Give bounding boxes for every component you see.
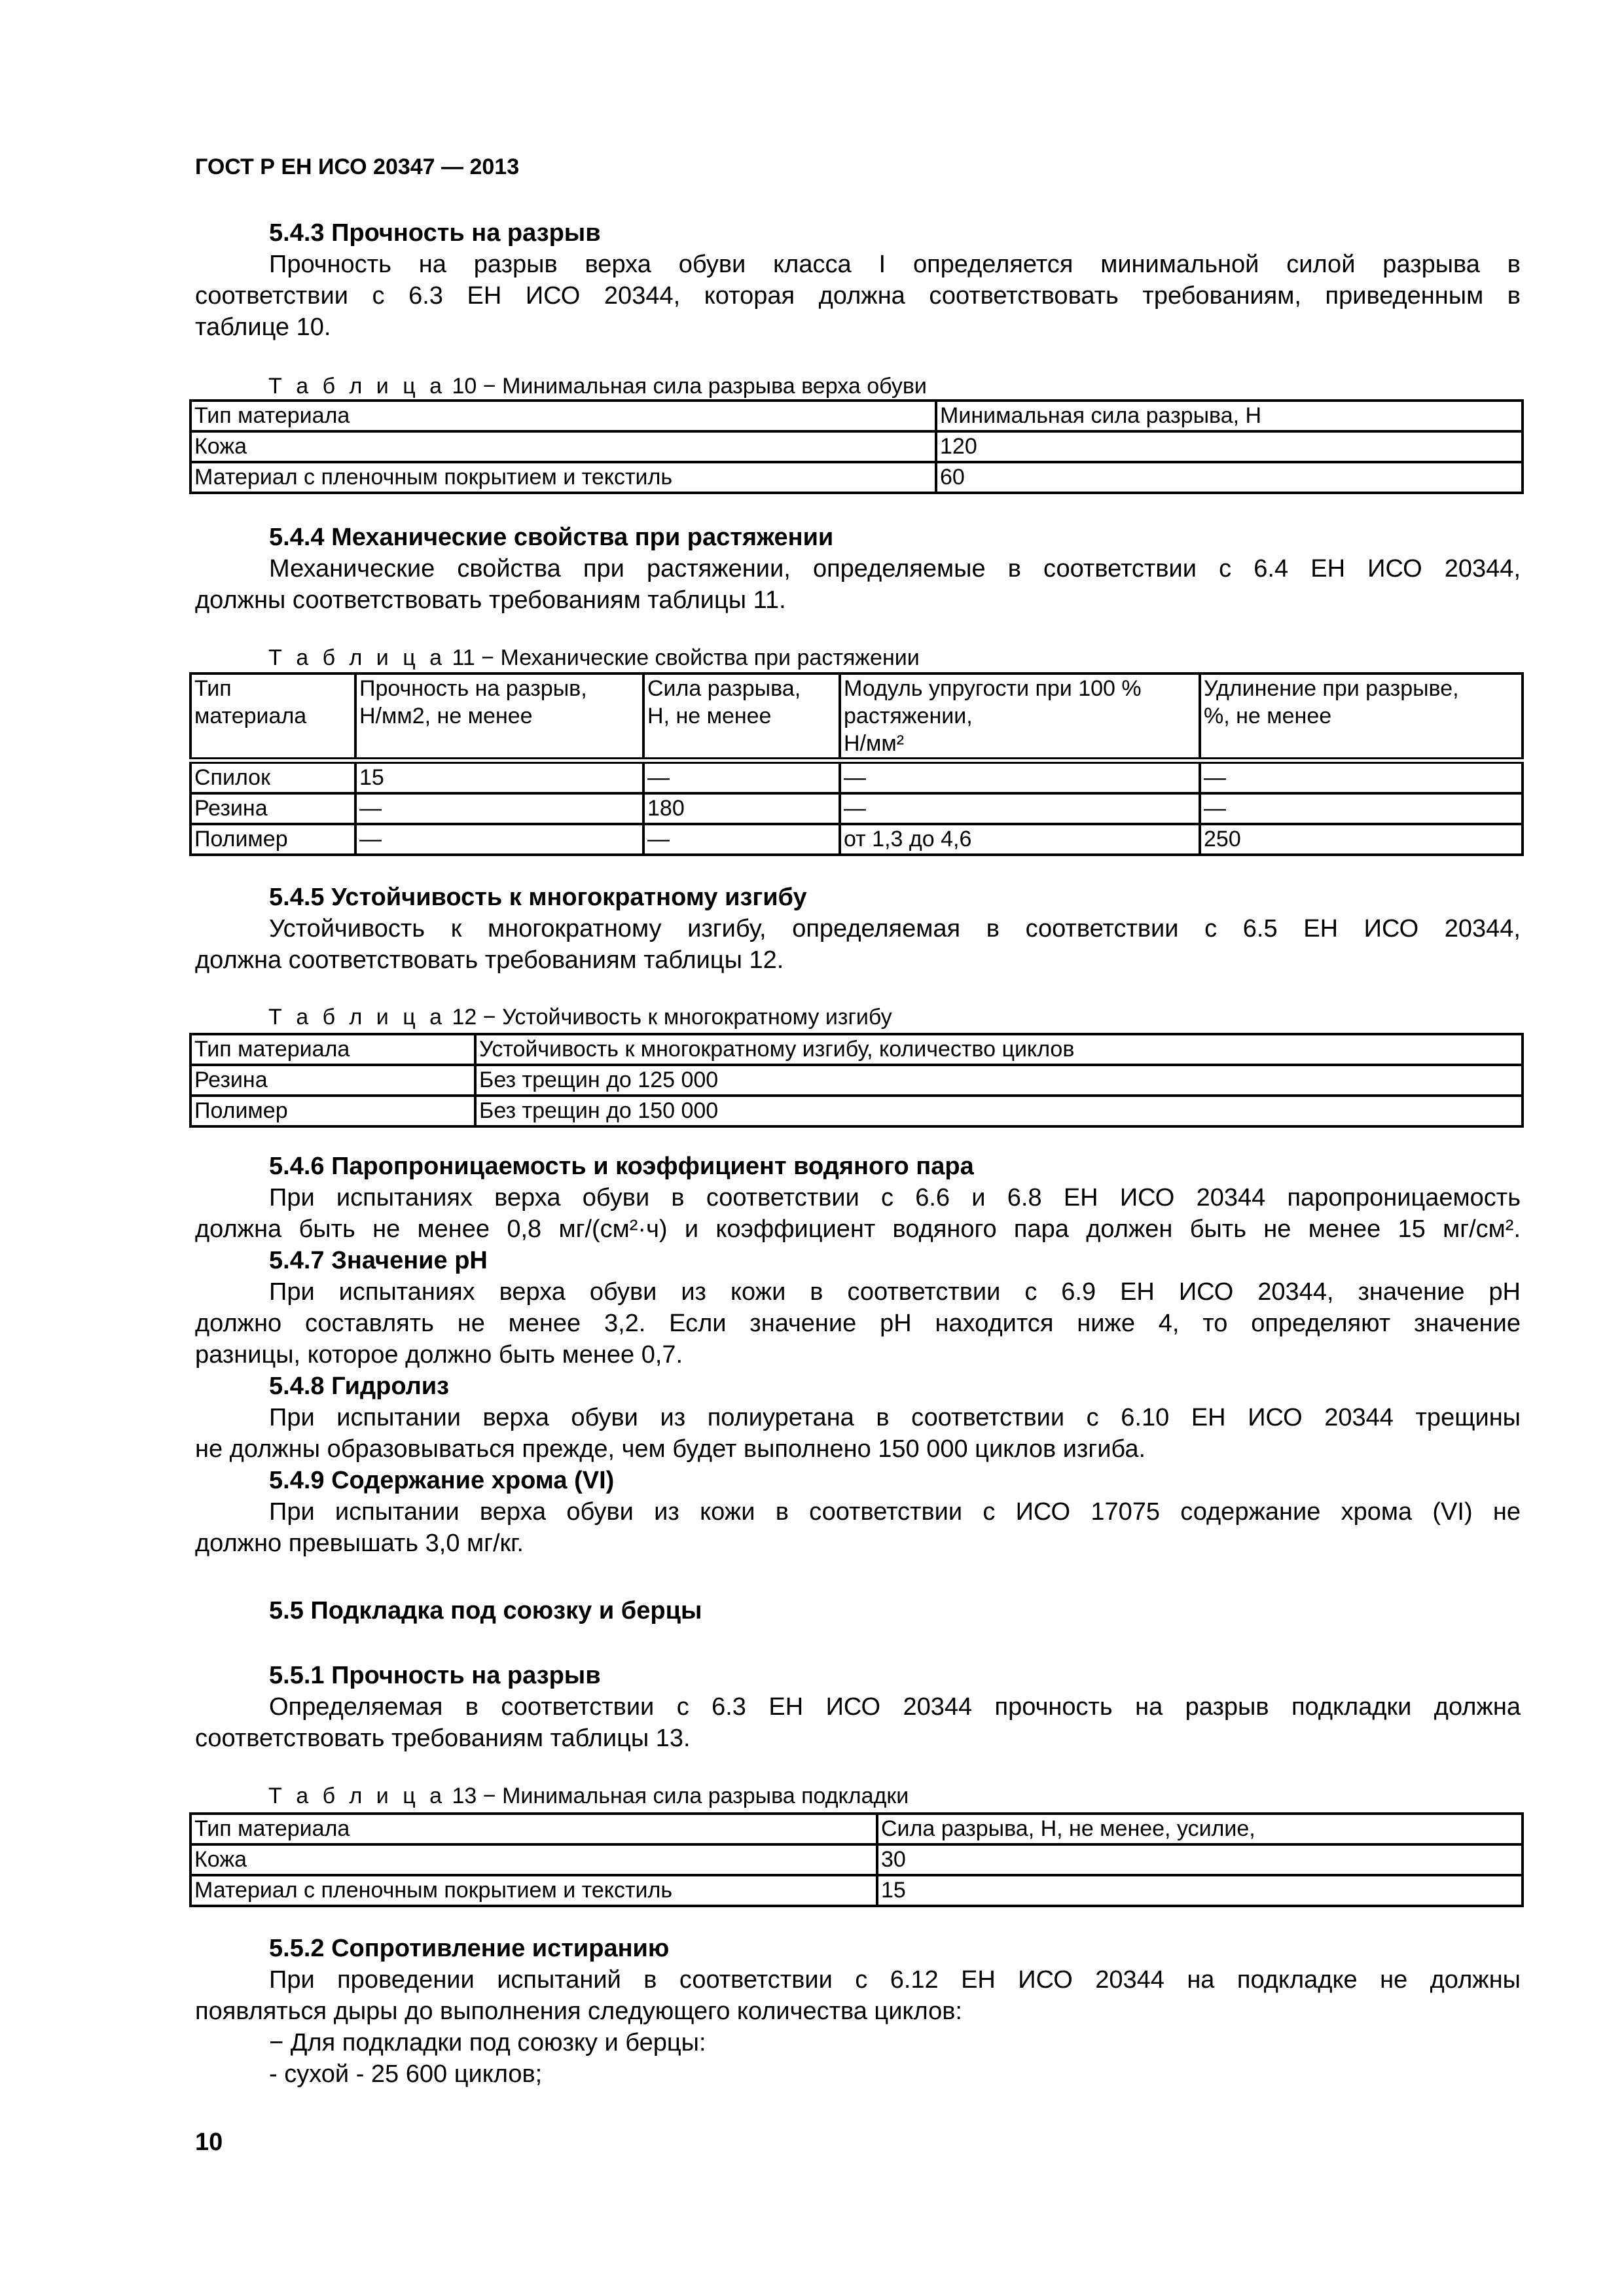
paragraph-line: При испытании верха обуви из полиуретана в соответствии с 6.10 ЕН ИСО 20344 трещины <box>269 1404 1521 1431</box>
header-cell: Модуль упругости при 100 % растяжении, Н/мм² <box>840 673 1200 761</box>
header-cell: Тип материала <box>190 1034 475 1065</box>
table-12 <box>189 1033 1524 1128</box>
table-13 <box>189 1812 1524 1907</box>
table-cell: 250 <box>1200 824 1523 855</box>
table-cell: 120 <box>936 431 1523 462</box>
table-cell: — <box>840 793 1200 824</box>
paragraph-line: соответствии с 6.3 ЕН ИСО 20344, которая должна соответствовать требованиям, приведенным в <box>195 282 1521 310</box>
table-caption-text: 11 − Механические свойства при растяжении <box>452 645 920 670</box>
paragraph-line: При проведении испытаний в соответствии с 6.12 ЕН ИСО 20344 на подкладке не должны <box>269 1966 1521 1994</box>
list-item: − Для подкладки под союзку и берцы: <box>269 2029 706 2056</box>
header-cell: Сила разрыва, Н, не менее, усилие, <box>877 1814 1523 1844</box>
table-10 <box>189 399 1524 494</box>
section-heading: 5.4.5 Устойчивость к многократному изгибу <box>269 884 807 911</box>
header-cell: Прочность на разрыв, Н/мм2, не менее <box>355 673 643 761</box>
table-cell: — <box>355 793 643 824</box>
table-label: Т а б л и ц а <box>268 1784 446 1808</box>
paragraph-line: При испытаниях верха обуви в соответствии с 6.6 и 6.8 ЕН ИСО 20344 паропроницаемость <box>269 1184 1521 1211</box>
header-cell: Устойчивость к многократному изгибу, количество циклов <box>475 1034 1523 1065</box>
table-header-row <box>190 1034 1523 1065</box>
table-row <box>190 1065 1523 1096</box>
paragraph-line: При испытаниях верха обуви из кожи в соответствии с 6.9 ЕН ИСО 20344, значение pH <box>269 1278 1521 1306</box>
section-heading: 5.4.3 Прочность на разрыв <box>269 219 601 247</box>
section-heading: 5.4.4 Механические свойства при растяжении <box>269 524 834 551</box>
table-label: Т а б л и ц а <box>268 645 446 670</box>
table-cell: Материал с пленочным покрытием и текстиль <box>190 1875 877 1906</box>
section-5-5-1 <box>195 1660 1521 1754</box>
section-5-4-6 <box>195 1151 1521 1559</box>
paragraph-line: должны соответствовать требованиям таблицы 11. <box>195 586 786 614</box>
table-cell: — <box>1200 761 1523 793</box>
section-heading: 5.5 Подкладка под союзку и берцы <box>269 1597 702 1624</box>
section-heading: 5.5.2 Сопротивление истиранию <box>269 1935 670 1962</box>
table-caption-text: 12 − Устойчивость к многократному изгибу <box>452 1005 892 1030</box>
section-heading: 5.4.6 Паропроницаемость и коэффициент водяного пара <box>269 1153 974 1180</box>
paragraph-line: Устойчивость к многократному изгибу, определяемая в соответствии с 6.5 ЕН ИСО 20344, <box>269 915 1521 942</box>
document-header: ГОСТ Р ЕН ИСО 20347 — 2013 <box>195 154 520 179</box>
paragraph-line: не должны образовываться прежде, чем будет выполнено 150 000 циклов изгиба. <box>195 1435 1146 1463</box>
paragraph-line: При испытании верха обуви из кожи в соответствии с ИСО 17075 содержание хрома (VI) не <box>269 1498 1521 1526</box>
table-cell: Резина <box>190 1065 475 1096</box>
section-5-4-5 <box>195 882 1521 976</box>
header-cell: Тип материала <box>190 401 936 431</box>
table-11 <box>189 672 1524 856</box>
table-label: Т а б л и ц а <box>268 374 446 399</box>
table-cell: Спилок <box>190 761 355 793</box>
table-13-caption <box>268 1783 909 1809</box>
table-caption-text: 13 − Минимальная сила разрыва подкладки <box>452 1784 909 1808</box>
table-12-caption <box>268 1004 892 1030</box>
header-cell: Удлинение при разрыве, %, не менее <box>1200 673 1523 761</box>
table-header-row <box>190 673 1523 761</box>
table-header-row <box>190 1814 1523 1844</box>
paragraph-line: должно составлять не менее 3,2. Если значение pH находится ниже 4, то определяют значение <box>195 1310 1521 1337</box>
table-row <box>190 1844 1523 1875</box>
table-row <box>190 1096 1523 1126</box>
table-cell: — <box>643 824 840 855</box>
paragraph-line: должна быть не менее 0,8 мг/(см²·ч) и коэффициент водяного пара должен быть не менее 15 мг/см². <box>195 1215 1521 1243</box>
paragraph-line: таблице 10. <box>195 314 331 341</box>
header-cell: Сила разрыва, Н, не менее <box>643 673 840 761</box>
section-5-5 <box>195 1595 1521 1626</box>
paragraph-line: Прочность на разрыв верха обуви класса I определяется минимальной силой разрыва в <box>269 251 1521 278</box>
table-row <box>190 1875 1523 1906</box>
table-header-row <box>190 401 1523 431</box>
paragraph-line: должна соответствовать требованиям таблицы 12. <box>195 946 784 974</box>
table-cell: 30 <box>877 1844 1523 1875</box>
table-cell: от 1,3 до 4,6 <box>840 824 1200 855</box>
paragraph-line: соответствовать требованиям таблицы 13. <box>195 1725 691 1752</box>
list-item: - сухой - 25 600 циклов; <box>269 2060 543 2088</box>
table-label: Т а б л и ц а <box>268 1005 446 1030</box>
section-5-4-4 <box>195 522 1521 616</box>
table-cell: Полимер <box>190 1096 475 1126</box>
table-cell: Кожа <box>190 431 936 462</box>
page-number: 10 <box>195 2128 223 2156</box>
table-row <box>190 462 1523 493</box>
table-cell: Материал с пленочным покрытием и текстиль <box>190 462 936 493</box>
header-cell: Минимальная сила разрыва, Н <box>936 401 1523 431</box>
table-11-caption <box>268 645 920 671</box>
table-cell: Кожа <box>190 1844 877 1875</box>
table-cell: — <box>355 824 643 855</box>
table-cell: — <box>643 761 840 793</box>
table-cell: Полимер <box>190 824 355 855</box>
paragraph-line: разницы, которое должно быть менее 0,7. <box>195 1341 683 1369</box>
section-heading: 5.4.9 Содержание хрома (VI) <box>269 1467 615 1494</box>
table-cell: 60 <box>936 462 1523 493</box>
section-heading: 5.5.1 Прочность на разрыв <box>269 1662 601 1689</box>
paragraph-line: появляться дыры до выполнения следующего количества циклов: <box>195 1998 962 2025</box>
header-cell: Тип материала <box>190 673 355 761</box>
table-cell: Без трещин до 150 000 <box>475 1096 1523 1126</box>
table-cell: Резина <box>190 793 355 824</box>
table-cell: 180 <box>643 793 840 824</box>
table-cell: — <box>840 761 1200 793</box>
table-row <box>190 761 1523 793</box>
table-row <box>190 431 1523 462</box>
table-cell: Без трещин до 125 000 <box>475 1065 1523 1096</box>
table-caption-text: 10 − Минимальная сила разрыва верха обуви <box>452 374 927 399</box>
section-heading: 5.4.8 Гидролиз <box>269 1372 450 1400</box>
section-heading: 5.4.7 Значение pH <box>269 1247 488 1274</box>
paragraph-line: Механические свойства при растяжении, определяемые в соответствии с 6.4 ЕН ИСО 20344, <box>269 555 1521 583</box>
paragraph-line: Определяемая в соответствии с 6.3 ЕН ИСО 20344 прочность на разрыв подкладки должна <box>269 1693 1521 1721</box>
section-5-5-2 <box>195 1933 1521 2090</box>
table-row <box>190 824 1523 855</box>
header-cell: Тип материала <box>190 1814 877 1844</box>
table-cell: — <box>1200 793 1523 824</box>
paragraph-line: должно превышать 3,0 мг/кг. <box>195 1530 524 1557</box>
table-cell: 15 <box>355 761 643 793</box>
table-cell: 15 <box>877 1875 1523 1906</box>
table-10-caption <box>268 373 927 399</box>
section-5-4-3 <box>195 217 1521 343</box>
table-row <box>190 793 1523 824</box>
